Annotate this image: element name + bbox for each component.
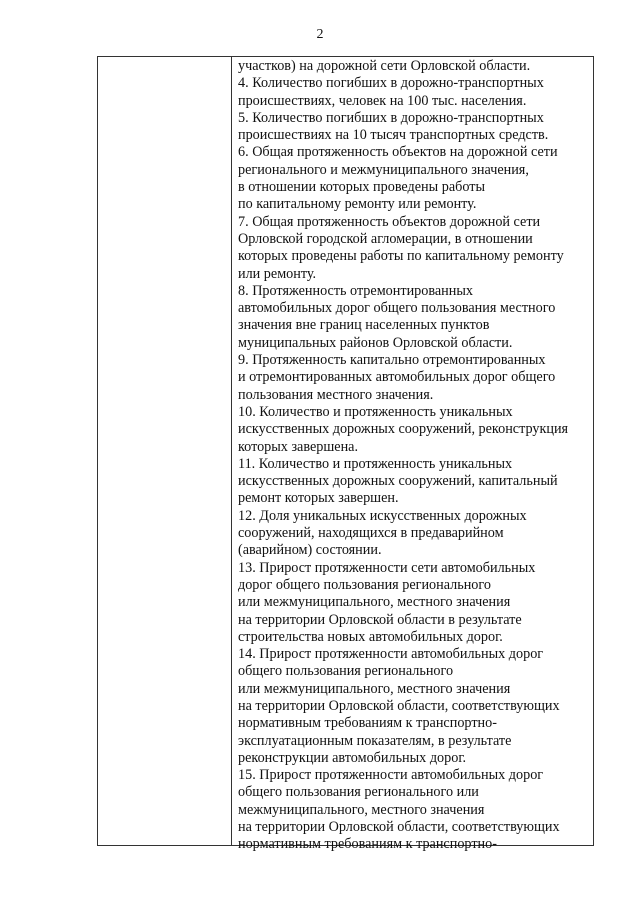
text-line: 5. Количество погибших в дорожно-транспортных [238,109,544,126]
table-left-cell [98,57,232,845]
text-line: 14. Прирост протяженности автомобильных дорог [238,646,544,663]
text-line: на территории Орловской области в результате [238,611,522,628]
text-line: и отремонтированных автомобильных дорог общего [238,369,556,386]
text-line: межмуниципального, местного значения [238,801,485,818]
text-line: 11. Количество и протяженность уникальных [238,455,513,472]
text-line: 8. Протяженность отремонтированных [238,282,473,299]
text-line: искусственных дорожных сооружений, капитальный [238,473,558,490]
text-line: муниципальных районов Орловской области. [238,334,513,351]
text-line: происшествиях, человек на 100 тыс. населения. [238,92,527,109]
text-line: регионального и межмуниципального значения, [238,161,529,178]
text-line: 4. Количество погибших в дорожно-транспортных [238,75,544,92]
text-line: 6. Общая протяженность объектов на дорожной сети [238,144,558,161]
text-line: нормативным требованиям к транспортно- [238,715,497,732]
text-line: 10. Количество и протяженность уникальных [238,403,513,420]
text-line: значения вне границ населенных пунктов [238,317,490,334]
text-line: которых проведены работы по капитальному ремонту [238,248,564,265]
text-line: эксплуатационным показателям, в результате [238,732,512,749]
text-line: сооружений, находящихся в предаварийном [238,525,504,542]
text-line: или ремонту. [238,265,317,282]
text-line: 7. Общая протяженность объектов дорожной сети [238,213,541,230]
document-table [97,56,594,853]
text-line: реконструкции автомобильных дорог. [238,749,467,766]
text-line: дорог общего пользования регионального [238,576,491,593]
text-line: или межмуниципального, местного значения [238,680,511,697]
page-number: 2 [316,27,324,42]
table-right-cell [233,57,593,853]
text-line: на территории Орловской области, соответствующих [238,819,560,836]
text-line: нормативным требованиям к транспортно- [238,836,497,853]
text-line: в отношении которых проведены работы [238,179,485,196]
text-line: (аварийном) состоянии. [238,542,382,559]
text-line: ремонт которых завершен. [238,490,399,507]
text-line: строительства новых автомобильных дорог. [238,628,503,645]
text-line: искусственных дорожных сооружений, реконструкция [238,421,569,438]
text-line: общего пользования регионального или [238,784,479,801]
text-line: участков) на дорожной сети Орловской области. [238,58,531,74]
text-line: 9. Протяженность капитально отремонтированных [238,352,546,369]
text-line: происшествиях на 10 тысяч транспортных средств. [238,127,549,144]
text-line: автомобильных дорог общего пользования местного [238,300,556,317]
text-line: пользования местного значения. [238,386,434,403]
text-line: или межмуниципального, местного значения [238,594,511,611]
text-line: Орловской городской агломерации, в отношении [238,230,533,247]
text-line: 12. Доля уникальных искусственных дорожных [238,507,527,524]
text-line: по капитальному ремонту или ремонту. [238,196,477,213]
text-line: общего пользования регионального [238,663,454,680]
text-line: на территории Орловской области, соответствующих [238,697,560,714]
text-line: 15. Прирост протяженности автомобильных дорог [238,767,544,784]
text-line: которых завершена. [238,438,359,455]
text-line: 13. Прирост протяженности сети автомобильных [238,559,536,576]
